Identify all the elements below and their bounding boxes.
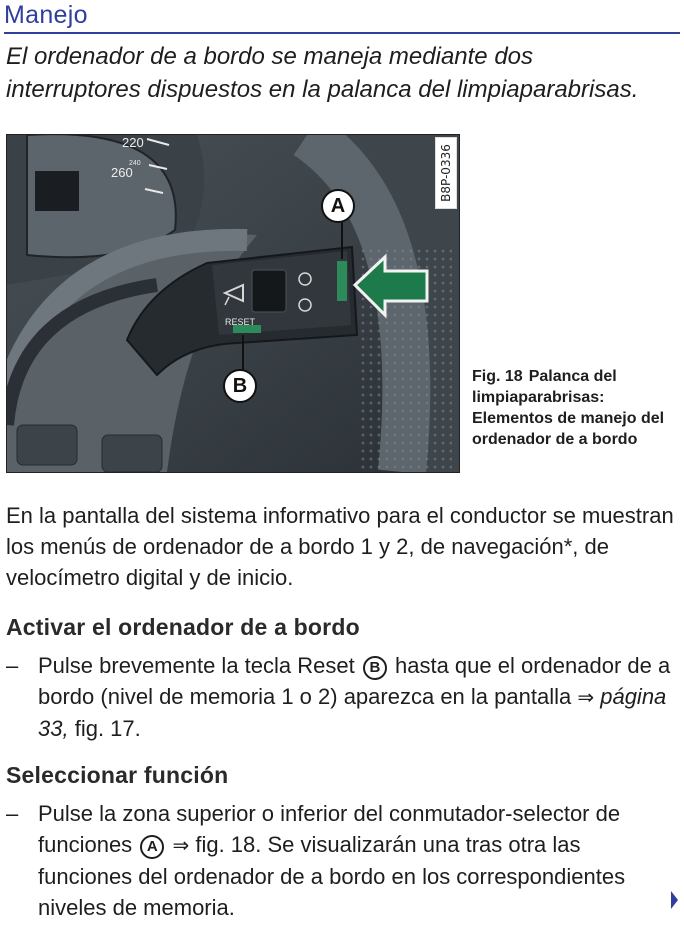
key-a-icon: A [140,835,164,859]
arrow-ref-icon: ⇒ [577,685,595,709]
lever-rocker-switch [252,270,286,312]
callout-b: B [223,369,257,403]
speedo-240-label: 240 [129,160,141,167]
figure-caption-text: Palanca del limpiaparabrisas: Elementos de manejo del ordenador de a bordo [472,368,665,448]
step-body [38,798,674,923]
speedo-260-label: 260 [111,165,133,180]
figure-code [435,137,457,209]
callout-a: A [321,189,355,223]
reset-key-label: RESET [225,317,256,327]
figure-caption [472,366,672,450]
arrow-ref-icon: ⇒ [172,833,190,857]
wiper-lever-illustration [7,135,459,472]
section-heading-select: Seleccionar función [6,762,229,788]
step-text-before: Pulse brevemente la tecla Reset [38,653,355,678]
key-b-icon: B [363,656,387,680]
step-dash: – [6,801,19,826]
step-text-after: hasta que el ordenador de a bordo (nivel de memoria 1 o 2) aparezca en la pantalla [38,653,671,709]
step-text-before: Pulse la zona superior o inferior del conmutador-selector de funciones [38,801,621,857]
figure-reference: fig. 17. [74,716,141,741]
figure-number: Fig. 18 [472,368,523,385]
step-select [6,798,674,923]
intro-text: El ordenador de a bordo se maneja mediante dos interruptores dispuestos en la palanca del limpiaparabrisas. [6,43,639,103]
page-header [4,1,680,34]
step-text-after: fig. 18. Se visualizarán una tras otra las funciones del ordenador de a bordo en los correspondientes niveles de memoria. [38,832,626,920]
body-paragraph: En la pantalla del sistema informativo para el conductor se muestran los menús de ordenador de a bordo 1 y 2, de navegación*, de velocímetro digital y de inicio. [6,503,674,590]
function-selector-highlight [337,261,347,301]
step-activate [6,650,674,744]
cluster-display [35,171,79,211]
speedo-220-label: 220 [122,135,144,150]
figure-wiper-lever [6,134,460,473]
figure-code-text: B8P-0336 [439,144,453,202]
page-reference: página 33, [38,684,667,741]
section-heading-activate: Activar el ordenador de a bordo [6,614,360,640]
page-continue-marker [671,891,678,909]
page-title: Manejo [4,1,88,29]
step-body [38,650,674,744]
step-dash: – [6,653,19,678]
